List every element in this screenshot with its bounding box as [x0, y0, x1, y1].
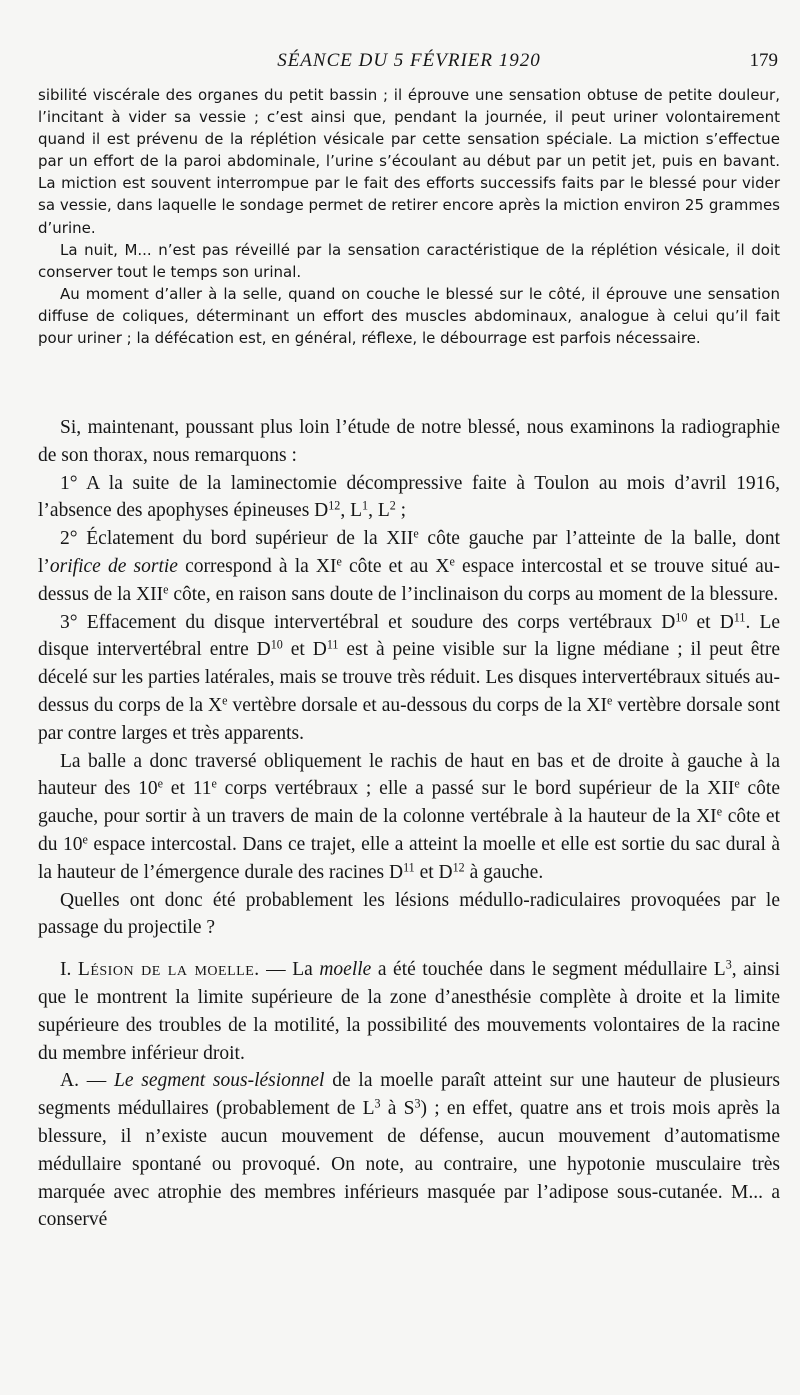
section-a-sous-lesionnel: A. — Le segment sous-lésionnel de la moelle paraît atteint sur une hauteur de plusieurs segments médullaires (probablement de $L^3$ à $S^3$) ; en effet, quatre ans et trois mois après la blessure, il n’existe aucun mouvement de défense, aucun mouvement d’automatisme médullaire spontané ou provoqué. On note, au contraire, une hypotonie musculaire très marquée avec atrophie des membres inférieurs masquée par l’adipose sous-cutanée. M... a conservé: [38, 1070, 780, 1231]
main-text-block: [38, 414, 780, 1234]
paragraph-night: La nuit, M... n’est pas réveillé par la sensation caractéristique de la réplétion vésicale, il doit conserver tout le temps son urinal.: [38, 240, 780, 281]
header-title: SÉANCE DU 5 FÉVRIER 1920: [277, 50, 541, 71]
item-number: 1°: [60, 472, 78, 494]
list-item-1: 1° A la suite de la laminectomie décompressive faite à Toulon au mois d’avril 1916, l’absence des apophyses épineuses $D^{12}$, $L^1$, $L^2$ ;: [38, 472, 780, 522]
paragraph-question: Quelles ont donc été probablement les lésions médullo-radiculaires provoquées par le passage du projectile ?: [38, 889, 780, 939]
item-number: 2°: [60, 528, 78, 550]
item-number: 3°: [60, 611, 78, 633]
section-heading: Lésion de la moelle.: [77, 959, 260, 981]
section-letter: A.: [60, 1070, 79, 1092]
section-lesion-moelle: I. Lésion de la moelle. — La moelle a été touchée dans le segment médullaire $L^3$, ainsi que le montrent la limite supérieure de la zone d’anesthésie complète à droite et la limite supérieure des troubles de la motilité, la possibilité des mouvements volontaires de la racine du membre inférieur droit.: [38, 957, 781, 1064]
emphasis-moelle: moelle: [319, 959, 372, 981]
paragraph-bladder-sensation: sibilité viscérale des organes du petit bassin ; il éprouve une sensation obtuse de petite douleur, l’incitant à vider sa vessie ; c’est ainsi que, pendant la journée, il peut uriner volontairement quand il est prévenu de la réplétion vésicale par cette sensation spéciale. La miction s’effectue par un effort de la paroi abdominale, l’urine s’écoulant au début par un petit jet, puis en bavant. La miction est souvent interrompue par le fait des efforts successifs faits par le blessé pour vider sa vessie, dans laquelle le sondage permet de retirer encore après la miction environ 25 grammes d’urine.: [38, 86, 780, 237]
small-print-block: [38, 84, 780, 349]
section-number: I.: [60, 959, 72, 981]
paragraph-defecation: Au moment d’aller à la selle, quand on couche le blessé sur le côté, il éprouve une sensation diffuse de coliques, déterminant un effort des muscles abdominaux, analogue à celui qu’il fait pour uriner ; la défécation est, en général, réflexe, le débourrage est parfois nécessaire.: [38, 284, 780, 348]
emphasis-segment: Le segment sous-lésionnel: [113, 1070, 325, 1092]
page-number: 179: [749, 50, 778, 71]
running-header: [38, 50, 780, 74]
list-item-3: 3° Effacement du disque intervertébral et soudure des corps vertébraux $D^{10}$ et $D^{11}$. Le disque intervertébral entre $D^{10}$ et $D^{11}$ est à peine visible sur la ligne médiane ; il peut être décelé sur les parties latérales, mais se trouve très réduit. Les disques intervertébraux situés au-dessus du corps de la Xe vertèbre dorsale et au-dessous du corps de la XIe vertèbre dorsale sont par contre larges et très apparents.: [38, 609, 781, 744]
paragraph-bullet-trajectory: La balle a donc traversé obliquement le rachis de haut en bas et de droite à gauche à la hauteur des 10e et 11e corps vertébraux ; elle a passé sur le bord supérieur de la XIIe côte gauche, pour sortir à un travers de main de la colonne vertébrale à la hauteur de la XIe côte et du 10e espace intercostal. Dans ce trajet, elle a atteint la moelle et elle est sortie du sac dural à la hauteur de l’émergence durale des racines $D^{11}$ et $D^{12}$ à gauche.: [38, 750, 780, 883]
list-item-2: 2° Éclatement du bord supérieur de la XIIe côte gauche par l’atteinte de la balle, dont l’orifice de sortie correspond à la XIe côte et au Xe espace intercostal et se trouve situé au-dessus de la XIIe côte, en raison sans doute de l’inclinaison du corps au moment de la blessure.: [38, 526, 780, 605]
paragraph-radiography-intro: Si, maintenant, poussant plus loin l’étude de notre blessé, nous examinons la radiographie de son thorax, nous remarquons :: [38, 417, 780, 466]
emphasis-orifice: orifice de sortie: [49, 555, 178, 577]
